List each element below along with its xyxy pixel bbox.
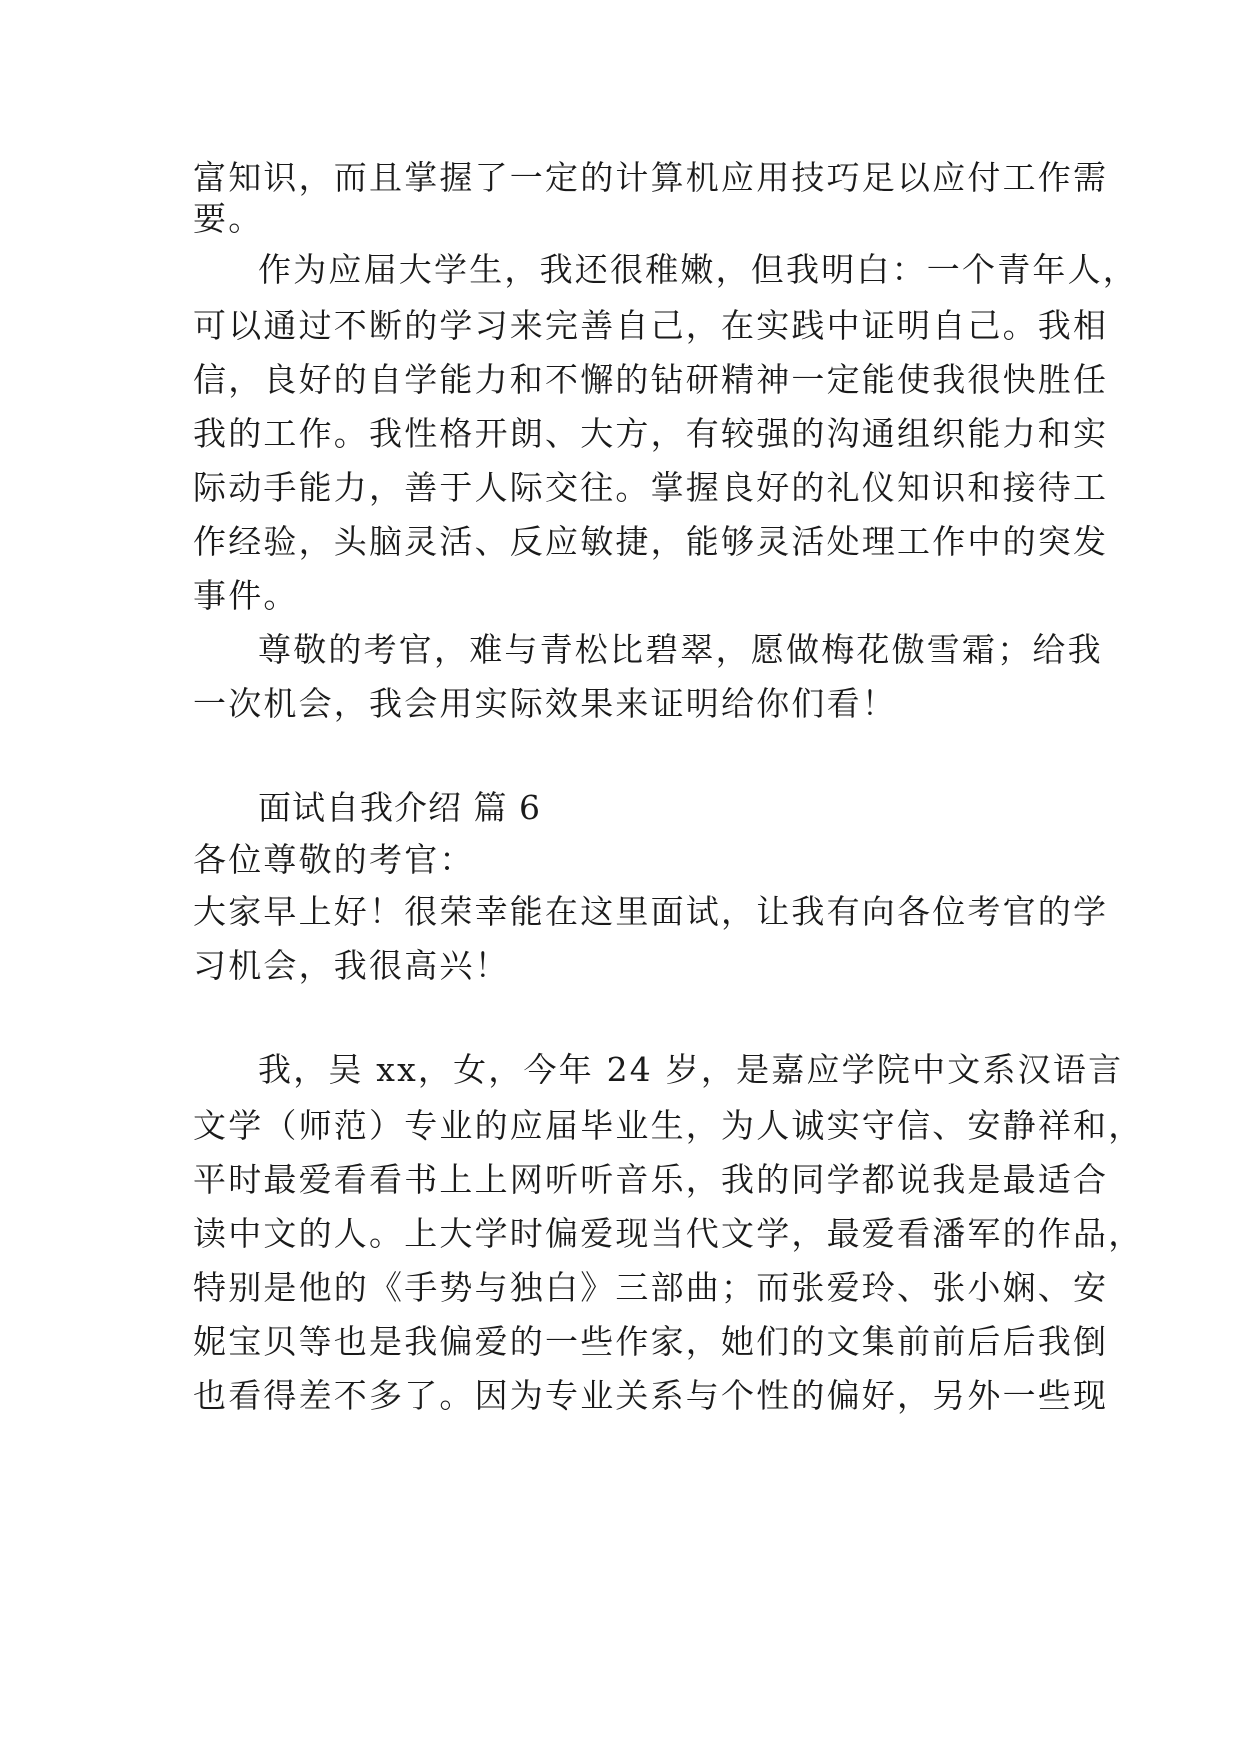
paragraph-line: 际动手能力，善于人际交往。掌握良好的礼仪知识和接待工 bbox=[193, 468, 1109, 507]
paragraph-line: 可以通过不断的学习来完善自己，在实践中证明自己。我相 bbox=[193, 306, 1109, 345]
paragraph-line: 文学（师范）专业的应届毕业生，为人诚实守信、安静祥和， bbox=[193, 1106, 1144, 1145]
paragraph-line: 读中文的人。上大学时偏爱现当代文学，最爱看潘军的作品， bbox=[193, 1214, 1144, 1253]
paragraph-line: 我的工作。我性格开朗、大方，有较强的沟通组织能力和实 bbox=[193, 414, 1109, 453]
paragraph-line: 也看得差不多了。因为专业关系与个性的偏好，另外一些现 bbox=[193, 1376, 1109, 1415]
paragraph-line: 作为应届大学生，我还很稚嫩，但我明白：一个青年人， bbox=[258, 250, 1138, 289]
section-heading: 面试自我介绍 篇 6 bbox=[258, 788, 541, 827]
paragraph-line: 习机会，我很高兴！ bbox=[193, 946, 510, 985]
paragraph-line: 事件。 bbox=[193, 576, 299, 615]
paragraph-line: 富知识，而且掌握了一定的计算机应用技巧足以应付工作需 bbox=[193, 158, 1109, 197]
paragraph-line: 尊敬的考官，难与青松比碧翠，愿做梅花傲雪霜；给我 bbox=[258, 630, 1103, 669]
paragraph-line: 一次机会，我会用实际效果来证明给你们看！ bbox=[193, 684, 897, 723]
paragraph-line: 我，吴 xx，女，今年 24 岁，是嘉应学院中文系汉语言 bbox=[258, 1050, 1124, 1089]
paragraph-line: 特别是他的《手势与独白》三部曲；而张爱玲、张小娴、安 bbox=[193, 1268, 1109, 1307]
paragraph-line: 信，良好的自学能力和不懈的钻研精神一定能使我很快胜任 bbox=[193, 360, 1109, 399]
paragraph-line: 平时最爱看看书上上网听听音乐，我的同学都说我是最适合 bbox=[193, 1160, 1109, 1199]
paragraph-line: 大家早上好！很荣幸能在这里面试，让我有向各位考官的学 bbox=[193, 892, 1109, 931]
paragraph-line: 要。 bbox=[193, 199, 264, 238]
paragraph-line: 作经验，头脑灵活、反应敏捷，能够灵活处理工作中的突发 bbox=[193, 522, 1109, 561]
paragraph-line: 妮宝贝等也是我偏爱的一些作家，她们的文集前前后后我倒 bbox=[193, 1322, 1109, 1361]
salutation: 各位尊敬的考官： bbox=[193, 840, 475, 879]
